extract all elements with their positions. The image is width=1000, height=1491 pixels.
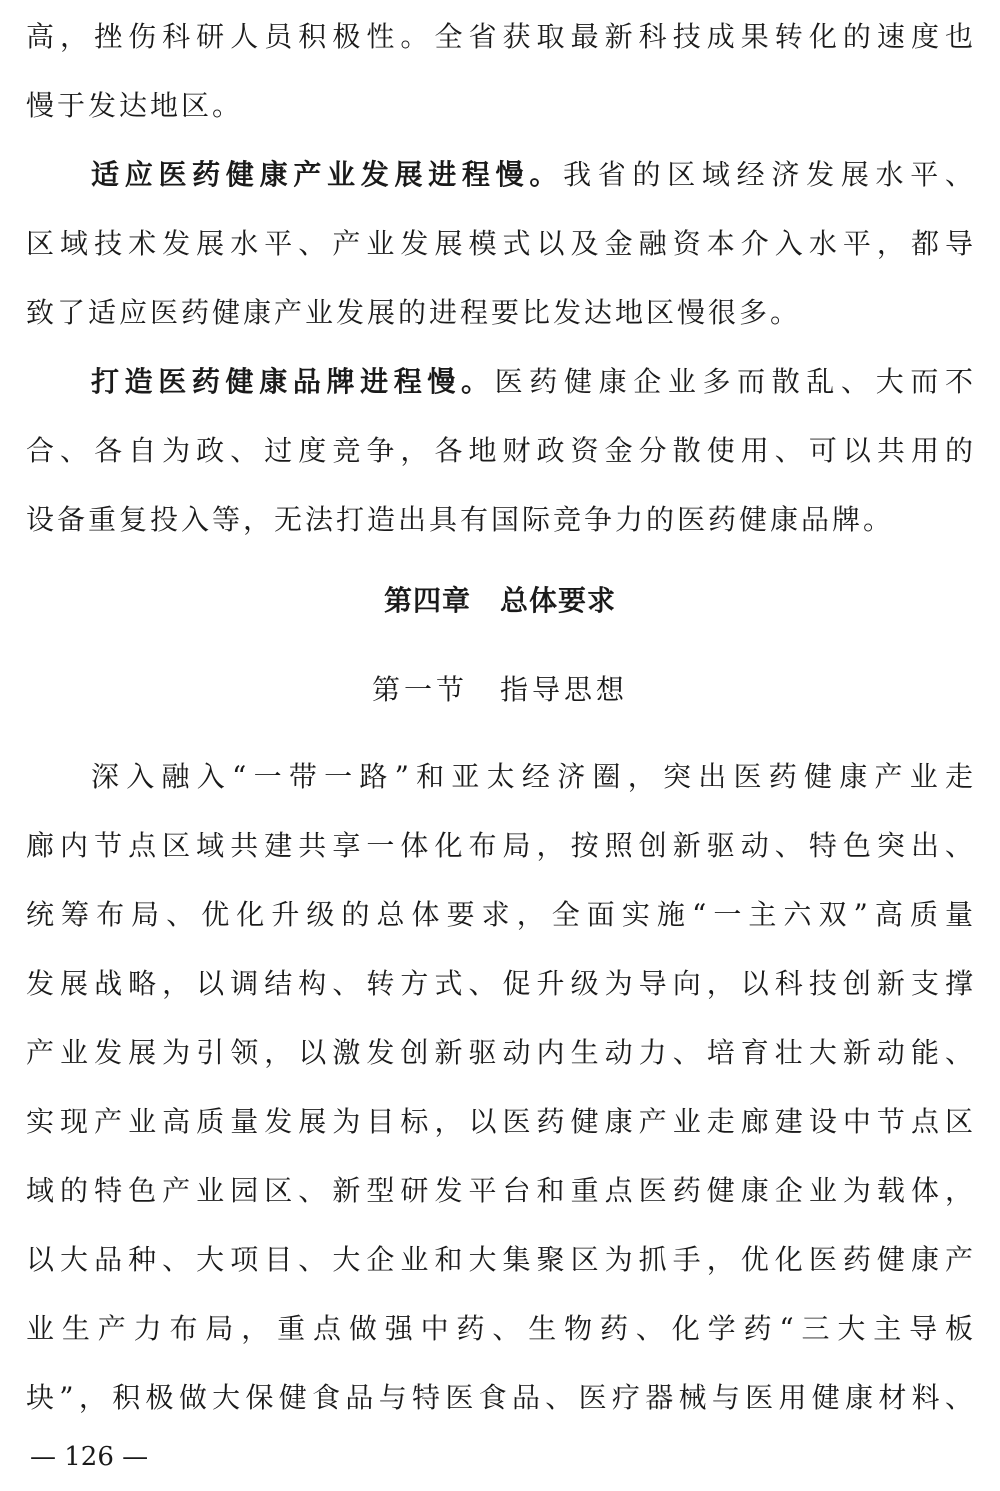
bold-lead-text: 适应医药健康产业发展进程慢。	[91, 158, 564, 191]
text-line: 合、各自为政、过度竞争，各地财政资金分散使用、可以共用的	[26, 434, 976, 467]
text-line: 高，挫伤科研人员积极性。全省获取最新科技成果转化的速度也	[26, 20, 976, 53]
section-heading: 第一节 指导思想	[371, 673, 628, 706]
text-line: 业生产力布局，重点做强中药、生物药、化学药“三大主导板	[26, 1312, 976, 1345]
text-line: 域的特色产业园区、新型研发平台和重点医药健康企业为载体，	[26, 1174, 976, 1207]
text-line: 以大品种、大项目、大企业和大集聚区为抓手，优化医药健康产	[26, 1243, 976, 1276]
text-line: 块”，积极做大保健食品与特医食品、医疗器械与医用健康材料、	[26, 1381, 976, 1414]
text-line: 统筹布局、优化升级的总体要求，全面实施“一主六双”高质量	[26, 898, 976, 931]
text-run: 我省的区域经济发展水平、	[563, 158, 976, 191]
text-line: 区域技术发展水平、产业发展模式以及金融资本介入水平，都导	[26, 227, 976, 260]
bold-lead-text: 打造医药健康品牌进程慢。	[91, 365, 495, 398]
text-line: 设备重复投入等，无法打造出具有国际竞争力的医药健康品牌。	[26, 503, 895, 536]
text-line: 实现产业高质量发展为目标，以医药健康产业走廊建设中节点区	[26, 1105, 976, 1138]
chapter-heading: 第四章 总体要求	[383, 584, 616, 617]
text-run: 医药健康企业多而散乱、大而不	[494, 365, 976, 398]
paragraph-first-line	[91, 359, 976, 405]
paragraph-first-line: 深入融入“一带一路”和亚太经济圈，突出医药健康产业走	[91, 760, 976, 793]
page-number: — 126 —	[30, 1442, 149, 1472]
text-line: 致了适应医药健康产业发展的进程要比发达地区慢很多。	[26, 296, 802, 329]
text-line: 发展战略，以调结构、转方式、促升级为导向，以科技创新支撑	[26, 967, 976, 1000]
text-line: 廊内节点区域共建共享一体化布局，按照创新驱动、特色突出、	[26, 829, 976, 862]
paragraph-first-line	[91, 152, 976, 198]
text-line: 产业发展为引领，以激发创新驱动内生动力、培育壮大新动能、	[26, 1036, 976, 1069]
text-line: 慢于发达地区。	[26, 89, 244, 122]
